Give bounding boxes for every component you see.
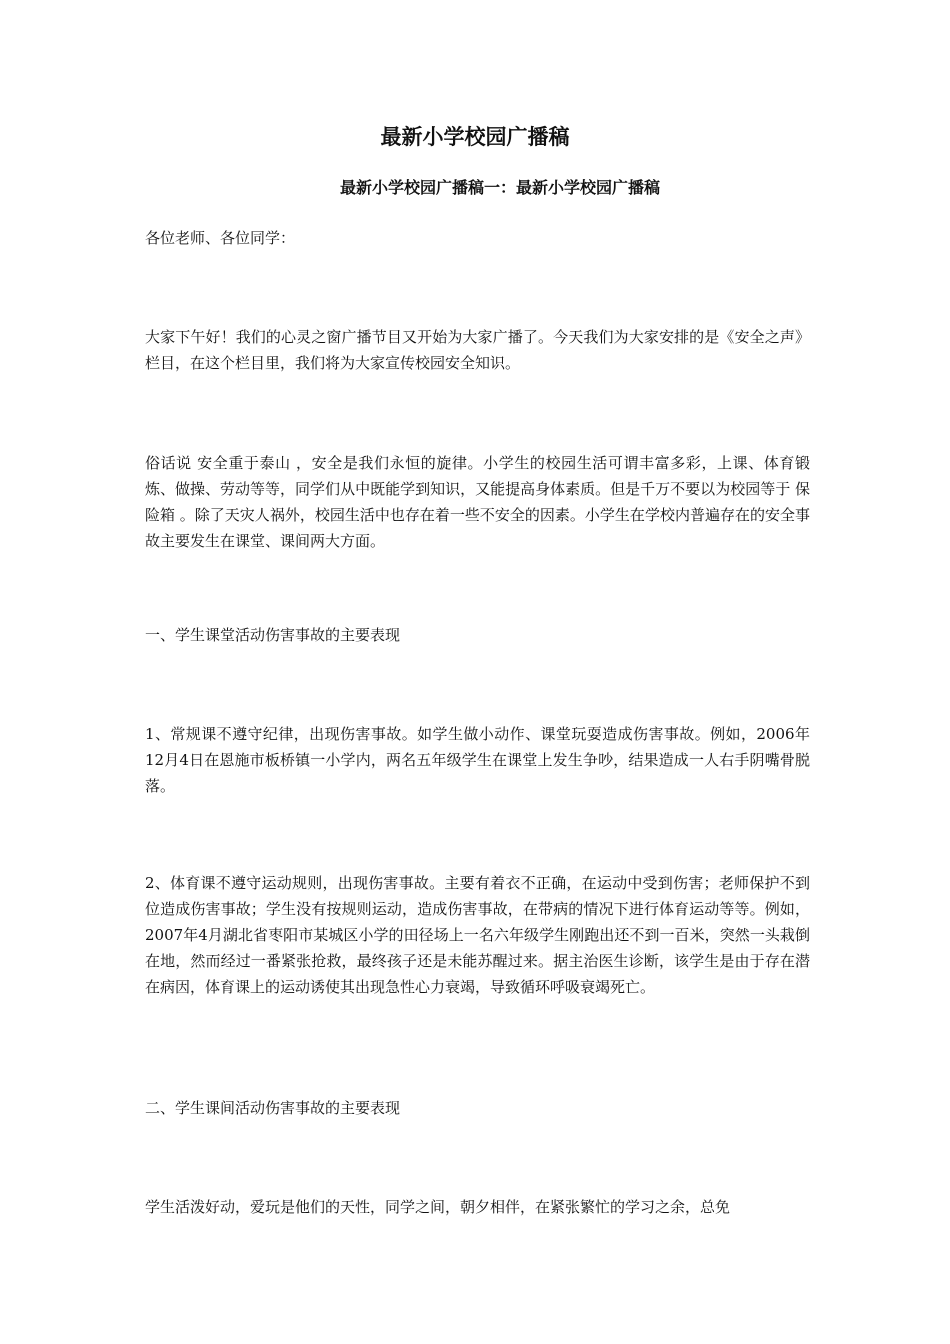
section-heading-classroom: 一、学生课堂活动伤害事故的主要表现 xyxy=(145,626,401,644)
paragraph-item-1: 1、常规课不遵守纪律，出现伤害事故。如学生做小动作、课堂玩耍造成伤害事故。例如，2006年12月4日在恩施市板桥镇一小学内，两名五年级学生在课堂上发生争吵，结果造成一人右手阴嘴骨脱落。 xyxy=(145,725,810,795)
document-title: 最新小学校园广播稿 xyxy=(380,124,570,149)
document-subtitle: 最新小学校园广播稿一：最新小学校园广播稿 xyxy=(339,178,660,197)
greeting: 各位老师、各位同学： xyxy=(145,229,296,247)
section-heading-recess: 二、学生课间活动伤害事故的主要表现 xyxy=(145,1099,401,1117)
paragraph-item-2: 2、体育课不遵守运动规则，出现伤害事故。主要有着衣不正确，在运动中受到伤害；老师保护不到位造成伤害事故；学生没有按规则运动，造成伤害事故，在带病的情况下进行体育运动等等。例如，2007年4月湖北省枣阳市某城区小学的田径场上一名六年级学生刚跑出还不到一百米，突然一头栽倒在地，然而经过一番紧张抢救，最终孩子还是未能苏醒过来。据主治医生诊断，该学生是由于存在潜在病因，体育课上的运动诱使其出现急性心力衰竭，导致循环呼吸衰竭死亡。 xyxy=(145,874,810,996)
paragraph-intro: 大家下午好！我们的心灵之窗广播节目又开始为大家广播了。今天我们为大家安排的是《安全之声》栏目，在这个栏目里，我们将为大家宣传校园安全知识。 xyxy=(145,328,810,372)
paragraph-recess: 学生活泼好动，爱玩是他们的天性，同学之间，朝夕相伴，在紧张繁忙的学习之余，总免 xyxy=(145,1198,731,1216)
paragraph-safety: 俗话说 安全重于泰山 ，安全是我们永恒的旋律。小学生的校园生活可谓丰富多彩，上课、体育锻炼、做操、劳动等等，同学们从中既能学到知识，又能提高身体素质。但是千万不要以为校园等于 保险箱 。除了天灾人祸外，校园生活中也存在着一些不安全的因素。小学生在学校内普遍存在的安全事故主要发生在课堂、课间两大方面。 xyxy=(145,454,810,550)
